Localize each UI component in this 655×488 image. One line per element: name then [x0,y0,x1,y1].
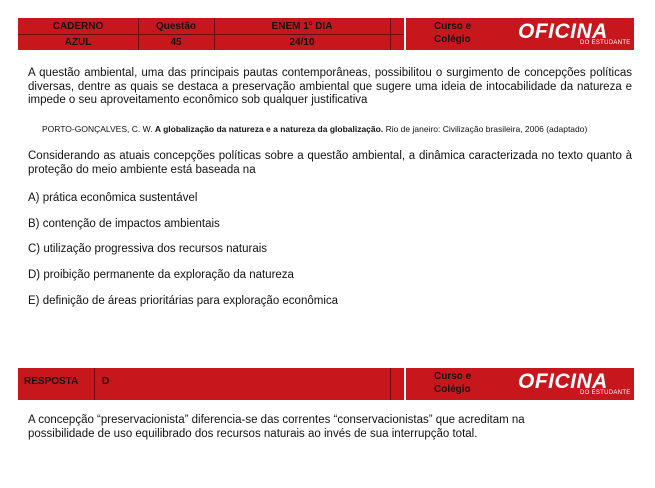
divider [390,18,391,50]
option-e: E) definição de áreas prioritárias para exploração econômica [28,295,339,307]
question-header [18,18,634,50]
logo-subtitle: DO ESTUDANTE [580,390,631,396]
resposta-value: D [102,376,110,387]
header-info-grid [18,18,404,50]
ref-title: A globalização da natureza e a natureza da globalização. [154,124,384,134]
answer-header [18,368,634,400]
option-c: C) utilização progressiva dos recursos naturais [28,243,268,255]
colegio-line: Colégio [434,384,471,395]
answer-info-grid [18,368,404,400]
logo-text: OFICINA [518,370,608,393]
curso-line: Curso e [434,21,472,32]
logo-subtitle: DO ESTUDANTE [580,40,631,46]
option-d: D) proibição permanente da exploração da natureza [28,269,294,281]
questao-value: 45 [170,37,182,48]
questao-label: Questão [155,21,196,32]
question-text: A questão ambiental, uma das principais pautas contemporâneas, possibilitou o surgimento de concepções políticas diversas, dentre as quais se destaca a preservação ambiental que sugere uma ideia de intocabilidade da natureza e impede o seu aproveitamento econômico sob qualquer justificativa [28,67,632,106]
ref-author: PORTO-GONÇALVES, C. W. [42,124,155,134]
question-prompt: Considerando as atuais concepções políticas sobre a questão ambiental, a dinâmica caracterizada no texto quanto à proteção do meio ambiente está baseada na [28,150,632,176]
option-a: A) prática econômica sustentável [28,192,198,204]
logo-text: OFICINA [518,20,608,43]
exam-date: 24/10 [289,37,315,48]
oficina-logo [508,368,634,400]
caderno-label: CADERNO [52,21,104,32]
divider [94,368,95,400]
curso-line: Curso e [434,371,472,382]
divider [390,368,391,400]
option-b: B) contenção de impactos ambientais [28,218,220,230]
curso-colegio-box [404,368,510,400]
answer-explanation: A concepção “preservacionista” diferencia-se das correntes “conservacionistas” que acreditam na possibilidade de uso equilibrado dos recursos naturais ao invés de sua interrupção total. [28,414,525,440]
reference-citation [42,124,587,134]
exam-label: ENEM 1º DIA [271,21,333,32]
resposta-label: RESPOSTA [24,376,79,387]
curso-colegio-box [404,18,510,50]
caderno-value: AZUL [64,37,92,48]
colegio-line: Colégio [434,34,471,45]
ref-publisher: Rio de janeiro: Civilização brasileira, 2006 (adaptado) [383,124,588,134]
oficina-logo [508,18,634,50]
